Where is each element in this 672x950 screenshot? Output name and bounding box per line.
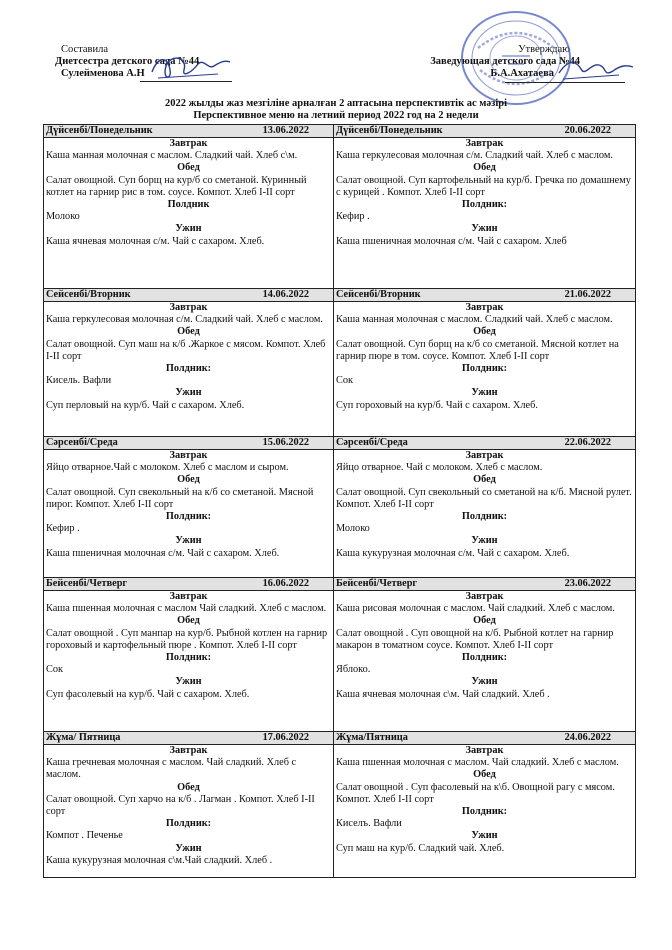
snack-heading: Полдник:: [461, 199, 508, 211]
dinner-items: Каша ячневая молочная с/м. Чай с сахаром. Хлеб.: [46, 235, 265, 247]
snack-items: Кефир .: [336, 211, 370, 223]
snack-heading: Полдник:: [461, 511, 508, 523]
day-header: [334, 125, 635, 138]
breakfast-items: Яйцо отварное. Чай с молоком. Хлеб с маслом.: [336, 462, 543, 474]
menu-cell-left: [44, 732, 334, 878]
snack-items: Молоко: [336, 523, 370, 535]
dinner-heading: Ужин: [471, 830, 498, 842]
day-header: [334, 578, 635, 591]
approver-position: Заведующая детского сада №44: [430, 56, 580, 67]
breakfast-items: Каша геркулесовая молочная с/м. Сладкий чай. Хлеб с маслом.: [46, 314, 323, 326]
approver-label: Утверждаю: [518, 44, 570, 55]
menu-cell-right: [334, 289, 636, 437]
snack-items: Сок: [336, 375, 354, 387]
breakfast-items: Каша рисовая молочная с маслом. Чай сладкий. Хлеб с маслом.: [336, 603, 615, 615]
snack-heading: Полдник:: [165, 363, 212, 375]
snack-items: Молоко: [46, 211, 80, 223]
day-header: [44, 125, 333, 138]
breakfast-heading: Завтрак: [169, 450, 208, 461]
menu-cell-left: [44, 578, 334, 732]
breakfast-items: Каша манная молочная с маслом. Сладкий чай. Хлеб с маслом.: [336, 314, 613, 326]
snack-items: Киселъ. Вафли: [336, 818, 402, 830]
day-name: Жұма/ Пятница: [46, 732, 121, 743]
snack-items: Компот . Печенье: [46, 830, 123, 842]
dinner-items: Каша кукурузная молочная с/м. Чай с сахаром. Хлеб.: [336, 547, 570, 559]
approver-name: Б.А.Ахатаева: [490, 68, 554, 79]
lunch-items: Салат овощной. Суп свекольный на к/б со сметаной. Мясной пирог. Компот. Хлеб I-II сорт: [46, 486, 314, 510]
lunch-heading: Обед: [473, 326, 496, 338]
dinner-items: Суп перловый на кур/б. Чай с сахаром. Хлеб.: [46, 399, 245, 411]
dinner-heading: Ужин: [175, 223, 202, 235]
snack-heading: Полдник:: [165, 818, 212, 830]
day-header: [44, 437, 333, 450]
lunch-heading: Обед: [473, 769, 496, 781]
day-name: Сейсенбі/Вторник: [46, 289, 131, 300]
lunch-heading: Обед: [473, 162, 496, 174]
snack-heading: Полдник:: [461, 363, 508, 375]
lunch-heading: Обед: [177, 162, 200, 174]
breakfast-heading: Завтрак: [465, 450, 504, 461]
breakfast-heading: Завтрак: [465, 745, 504, 756]
dinner-heading: Ужин: [471, 223, 498, 235]
dinner-heading: Ужин: [471, 676, 498, 688]
snack-heading: Полдник:: [461, 652, 508, 664]
breakfast-heading: Завтрак: [169, 745, 208, 756]
dinner-heading: Ужин: [175, 387, 202, 399]
lunch-heading: Обед: [177, 474, 200, 486]
day-name: Бейсенбі/Четверг: [336, 578, 418, 589]
dinner-heading: Ужин: [175, 842, 202, 854]
day-date: 20.06.2022: [564, 125, 611, 136]
breakfast-heading: Завтрак: [169, 138, 208, 149]
day-header: [334, 289, 635, 302]
day-date: 16.06.2022: [262, 578, 309, 589]
dinner-items: Суп маш на кур/б. Сладкий чай. Хлеб.: [336, 842, 505, 854]
day-name: Бейсенбі/Четверг: [46, 578, 128, 589]
approver-sign-line: [505, 82, 625, 83]
day-date: 15.06.2022: [262, 437, 309, 448]
menu-cell-left: [44, 125, 334, 289]
dinner-items: Каша кукурузная молочная с\м.Чай сладкий. Хлеб .: [46, 854, 273, 866]
menu-row: [44, 289, 636, 437]
lunch-items: Салат овощной. Суп маш на к/б .Жаркое с мясом. Компот. Хлеб I-II сорт: [46, 338, 326, 362]
menu-cell-left: [44, 289, 334, 437]
menu-cell-right: [334, 125, 636, 289]
day-name: Сәрсенбі/Среда: [46, 437, 118, 448]
lunch-items: Салат овощной. Суп картофельный на кур/б. Гречка по домашнему с курицей . Компот. Хлеб I-II сорт: [336, 174, 631, 198]
lunch-items: Салат овощной. Суп свекольный со сметаной на к/б. Мясной рулет. Компот. Хлеб I-II сорт: [336, 486, 632, 510]
day-name: Сәрсенбі/Среда: [336, 437, 408, 448]
snack-items: Яблоко.: [336, 664, 371, 676]
menu-cell-right: [334, 578, 636, 732]
menu-cell-left: [44, 437, 334, 578]
breakfast-items: Каша пшенная молочная с маслом Чай сладкий. Хлеб с маслом.: [46, 603, 327, 615]
dinner-items: Каша пшеничная молочная с/м. Чай с сахаром. Хлеб.: [46, 547, 280, 559]
menu-row: [44, 578, 636, 732]
menu-row: [44, 125, 636, 289]
day-header: [44, 578, 333, 591]
title-russian: Перспективное меню на летний период 2022 год на 2 недели: [193, 110, 479, 121]
lunch-items: Салат овощной. Суп борщ на к/б со сметаной. Мясной котлет на гарнир пюре в том. соусе. Компот. Хлеб I-II сорт: [336, 338, 619, 362]
dinner-items: Суп гороховый на кур/б. Чай с сахаром. Хлеб.: [336, 399, 538, 411]
day-date: 13.06.2022: [262, 125, 309, 136]
breakfast-items: Яйцо отварное.Чай с молоком. Хлеб с маслом и сыром.: [46, 462, 289, 474]
snack-items: Кефир .: [46, 523, 80, 535]
dinner-heading: Ужин: [175, 676, 202, 688]
snack-heading: Полдник:: [165, 511, 212, 523]
snack-items: Сок: [46, 664, 64, 676]
lunch-heading: Обед: [473, 474, 496, 486]
lunch-heading: Обед: [177, 615, 200, 627]
breakfast-items: Каша геркулесовая молочная с/м. Сладкий чай. Хлеб с маслом.: [336, 150, 613, 162]
breakfast-heading: Завтрак: [169, 591, 208, 602]
breakfast-heading: Завтрак: [169, 302, 208, 313]
menu-cell-right: [334, 437, 636, 578]
compiler-label: Составила: [61, 44, 109, 55]
snack-items: Кисель. Вафли: [46, 375, 112, 387]
day-date: 14.06.2022: [262, 289, 309, 300]
lunch-heading: Обед: [473, 615, 496, 627]
lunch-items: Салат овощной . Суп манпар на кур/б. Рыбной котлен на гарнир гороховый и картофельный пюре . Компот. Хлеб I-II сорт: [46, 627, 328, 651]
lunch-items: Салат овощной. Суп харчо на к/б . Лагман . Компот. Хлеб I-II сорт: [46, 793, 315, 818]
lunch-items: Салат овощной . Суп овощной на к/б. Рыбной котлет на гарнир макарон в томатном соусе. Компот. Хлеб I-II сорт: [336, 627, 614, 651]
lunch-heading: Обед: [177, 326, 200, 338]
day-header: [334, 732, 635, 745]
day-header: [334, 437, 635, 450]
day-date: 22.06.2022: [564, 437, 611, 448]
compiler-position: Диетсестра детского сада №44: [55, 56, 200, 67]
day-name: Сейсенбі/Вторник: [336, 289, 421, 300]
day-date: 23.06.2022: [564, 578, 611, 589]
menu-table: [43, 124, 636, 878]
dinner-heading: Ужин: [471, 535, 498, 547]
day-header: [44, 289, 333, 302]
day-header: [44, 732, 333, 745]
menu-row: [44, 437, 636, 578]
lunch-items: Салат овощной. Суп борщ на кур/б со сметаной. Куринный котлет на гарнир рис в том. соусе. Компот. Хлеб I-II сорт: [46, 174, 307, 198]
lunch-heading: Обед: [177, 781, 200, 793]
compiler-sign-line: [140, 81, 232, 82]
dinner-items: Каша ячневая молочная с\м. Чай сладкий. Хлеб .: [336, 688, 550, 700]
dinner-items: Суп фасолевый на кур/б. Чай с сахаром. Хлеб.: [46, 688, 250, 700]
breakfast-items: Каша гречневая молочная с маслом. Чай сладкий. Хлеб с маслом.: [46, 757, 297, 781]
snack-heading: Полдник:: [461, 806, 508, 818]
snack-heading: Полдник: [167, 199, 210, 211]
breakfast-heading: Завтрак: [465, 138, 504, 149]
dinner-heading: Ужин: [175, 535, 202, 547]
day-name: Дүйсенбі/Понедельник: [336, 125, 443, 136]
breakfast-heading: Завтрак: [465, 302, 504, 313]
day-date: 24.06.2022: [564, 732, 611, 743]
approver-signature: [555, 55, 635, 83]
menu-cell-right: [334, 732, 636, 878]
snack-heading: Полдник:: [165, 652, 212, 664]
breakfast-heading: Завтрак: [465, 591, 504, 602]
menu-row: [44, 732, 636, 878]
day-date: 21.06.2022: [564, 289, 611, 300]
compiler-name: Сулейменова А.Н: [61, 68, 145, 79]
compiler-signature: [148, 52, 233, 84]
day-name: Дүйсенбі/Понедельник: [46, 125, 153, 136]
dinner-heading: Ужин: [471, 387, 498, 399]
lunch-items: Салат овощной . Суп фасолевый на к\б. Овощной рагу с мясом. Компот. Хлеб I-II сорт: [336, 781, 615, 805]
breakfast-items: Каша манная молочная с маслом. Сладкий чай. Хлеб с\м.: [46, 150, 298, 162]
day-date: 17.06.2022: [262, 732, 309, 743]
dinner-items: Каша пшеничная молочная с/м. Чай с сахаром. Хлеб: [336, 235, 567, 247]
day-name: Жұма/Пятница: [336, 732, 408, 743]
title-kazakh: 2022 жылды жаз мезгіліне арналған 2 аптасына перспективтік ас мәзірі: [164, 98, 508, 109]
breakfast-items: Каша пшенная молочная с маслом. Чай сладкий. Хлеб с маслом.: [336, 757, 619, 769]
